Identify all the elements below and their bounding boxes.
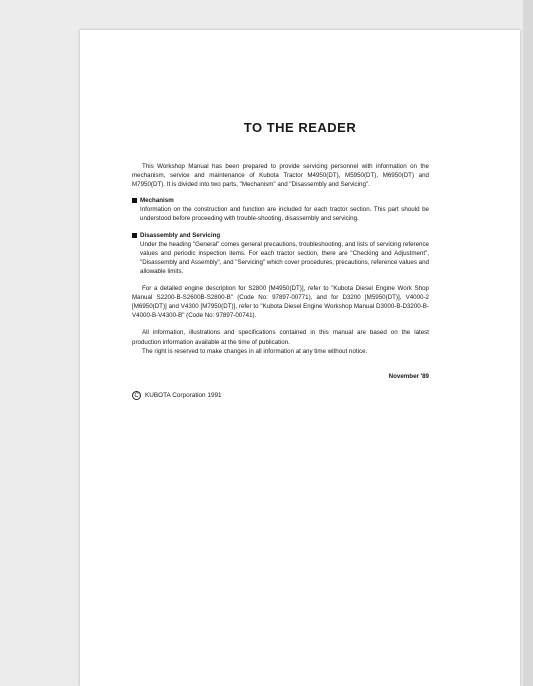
section-text-mechanism: Information on the construction and function are included for each tractor section. This part should be understood before proceeding with trouble-shooting, disassembly and servicing. <box>140 206 429 223</box>
section-heading-text: Disassembly and Servicing <box>140 231 221 239</box>
page-title: TO THE READER <box>243 120 357 135</box>
section-heading-text: Mechanism <box>140 197 174 205</box>
rights-note-paragraph: The right is reserved to make changes in all information at any time without notice. <box>142 347 368 355</box>
section-text-disassembly: Under the heading "General" comes general precautions, troubleshooting, and lists of servicing reference values and periodic inspection items. For each tractor section, there are "Checking and Adjustment", "Disassembly and Assembly", and "Servicing" which cover procedures, precautions, reference values and allowable limits. <box>140 240 429 275</box>
document-date: November '89 <box>388 372 429 380</box>
document-page <box>80 30 520 686</box>
document-body <box>132 162 429 400</box>
engine-note-paragraph: For a detailed engine description for S2800 [M4950(DT)], refer to "Kubota Diesel Engine Work Shop Manual S2200-B-S2600B-S2800-B" (Code No: 97897-00771), and for D3200 [M5950(DT)], V4000-2 [M6950(DT)] and V4300 [M7950(DT)], refer to "Kubota Diesel Engine Workshop Manual D3000-B-D3200-B-V4000-B-V4300-B" (Code No: 97897-00741). <box>132 285 429 320</box>
square-bullet-icon <box>132 198 137 203</box>
info-note-paragraph: All information, illustrations and specifications contained in this manual are based on the latest production information available at the time of publication. <box>132 329 429 346</box>
section-heading-mechanism <box>132 196 429 205</box>
copyright-text: KUBOTA Corporation 1991 <box>145 391 222 399</box>
section-heading-disassembly <box>132 231 429 240</box>
copyright-line <box>132 391 429 400</box>
copyright-icon: C <box>132 391 141 400</box>
viewer-scrollbar-edge <box>523 0 533 686</box>
intro-paragraph: This Workshop Manual has been prepared to provide servicing personnel with information on the mechanism, service and maintenance of Kubota Tractor M4950(DT), M5950(DT), M6950(DT) and M7950(DT). It is divided into two parts, "Mechanism" and "Disassembly and Servicing". <box>132 163 429 189</box>
square-bullet-icon <box>132 233 137 238</box>
